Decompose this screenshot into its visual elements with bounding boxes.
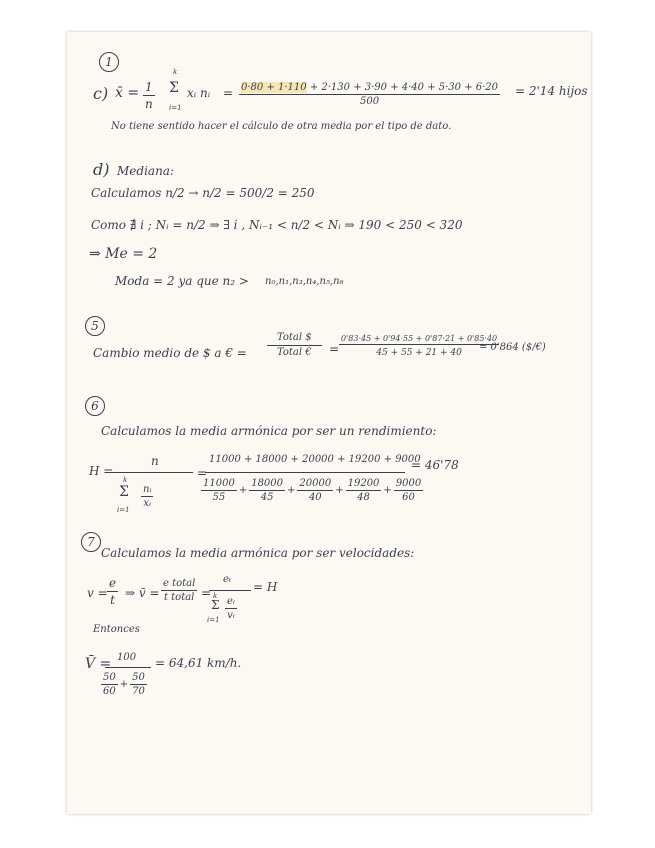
sum-term: xᵢ nᵢ (187, 86, 211, 100)
e-over-t: $\frac{e}{t}$ (109, 576, 117, 607)
exchange-result: = 0'864 ($/€) (479, 342, 546, 353)
section-number-7: 7 (81, 532, 101, 552)
equals: = (329, 342, 340, 356)
sum-symbol: Σ (211, 598, 220, 612)
harmonic-numerator: 11000 + 18000 + 20000 + 19200 + 9000 (209, 454, 421, 465)
velocity-title: Calculamos la media armónica por ser velocidades: (101, 546, 415, 560)
sum-symbol: Σ (119, 484, 129, 500)
weighted-sum: 0'83·45 + 0'94·55 + 0'87·21 + 0'85·40 (341, 334, 498, 343)
mode-text: Moda = 2 ya que n₂ > (115, 274, 249, 288)
mean-symbol: x̄ = (115, 85, 140, 101)
exchange-fraction-1 (267, 332, 322, 358)
sum-top: k (123, 476, 128, 484)
term-3: $\frac{20000}{40}$ (299, 478, 332, 503)
etotal-over-ttotal: e total t total (163, 578, 196, 603)
exchange-label: Cambio medio de $ a € = (93, 346, 247, 360)
et: eₜ (223, 574, 232, 585)
ni-over-xi (141, 484, 153, 509)
implies-vbar: ⇒ v̄ = (125, 586, 160, 600)
coef-num: 1 (145, 80, 153, 94)
harmonic-n: n (151, 454, 159, 468)
handwritten-page (67, 32, 591, 814)
item-label-c: c) (93, 84, 109, 103)
item-label-d: d) (93, 160, 110, 179)
fraction-bar (105, 667, 151, 668)
median-result: ⇒ Me = 2 (89, 246, 158, 262)
fraction-bar (205, 472, 405, 473)
mean-fraction (239, 82, 500, 107)
total-euro: Total € (277, 347, 312, 358)
sum-top: k (213, 592, 218, 600)
total-dollar: Total $ (267, 332, 322, 346)
section-number-1: 1 (99, 52, 119, 72)
velocity-numerator: 100 (117, 652, 137, 663)
harmonic-h-label: H = (89, 464, 114, 478)
equals: = (197, 466, 208, 480)
term-5: $\frac{9000}{60}$ (395, 478, 422, 503)
vbar-equals: V̄ = (85, 656, 112, 672)
fraction-bar (209, 590, 251, 591)
entonces: Entonces (93, 624, 140, 635)
term-2: $\frac{18000}{45}$ (251, 478, 284, 503)
mode-values: n₀,n₁,n₃,n₄,n₅,n₆ (265, 276, 344, 287)
fraction-bar (109, 472, 193, 473)
coef-fraction (143, 80, 155, 111)
harmonic-result: = 46'78 (411, 458, 459, 472)
mean-result: = 2'14 hijos (515, 84, 588, 98)
ei-over-vi: $\frac{\text{eᵢ}}{\text{vᵢ}}$ (227, 596, 235, 621)
section-number-5: 5 (85, 316, 105, 336)
sum-bottom: i=1 (207, 616, 220, 624)
term-1: $\frac{50}{60}$ (103, 672, 116, 697)
note-text: No tiene sentido hacer el cálculo de otra media por el tipo de dato. (111, 121, 452, 132)
coef-den: n (144, 97, 153, 111)
ni: nᵢ (143, 484, 152, 495)
median-step-1: Calculamos n/2 → n/2 = 500/2 = 250 (91, 186, 315, 200)
sum-top: k (173, 68, 178, 76)
sum-bottom: i=1 (117, 506, 130, 514)
sum-symbol: Σ (169, 80, 179, 96)
xi: xᵢ (143, 498, 152, 509)
term-4: $\frac{19200}{48}$ (347, 478, 380, 503)
median-step-2: Como ∄ i ; Nᵢ = n/2 ⇒ ∃ i , Nᵢ₋₁ < n/2 < Nᵢ ⇒ 190 < 250 < 320 (91, 218, 463, 232)
equals-h: = H (253, 580, 278, 594)
harmonic-denominator: $\frac{11000}{55}$ + $\frac{18000}{45}$ + $\frac{20000}{40}$ + $\frac{19200}{48}$ + $\frac{9000}{60}$ (203, 478, 422, 503)
velocity-denominator: $\frac{50}{60}$ + $\frac{50}{70}$ (103, 672, 145, 697)
weights-sum: 45 + 55 + 21 + 40 (376, 348, 462, 358)
mean-denominator: 500 (359, 96, 380, 107)
section-number-6: 6 (85, 396, 105, 416)
median-title: Mediana: (117, 164, 174, 178)
velocity-result: = 64,61 km/h. (155, 656, 242, 670)
remaining-terms: + 2·130 + 3·90 + 4·40 + 5·30 + 6·20 (309, 82, 499, 93)
exchange-fraction-2 (339, 334, 499, 358)
highlighted-terms: 0·80 + 1·110 (241, 82, 307, 93)
term-1: $\frac{11000}{55}$ (203, 478, 235, 503)
equals: = (201, 586, 212, 600)
term-2: $\frac{50}{70}$ (132, 672, 145, 697)
sum-bottom: i=1 (169, 104, 182, 112)
harmonic-title: Calculamos la media armónica por ser un rendimiento: (101, 424, 437, 438)
equals: = (223, 86, 234, 100)
v-equals: v = (87, 586, 108, 600)
